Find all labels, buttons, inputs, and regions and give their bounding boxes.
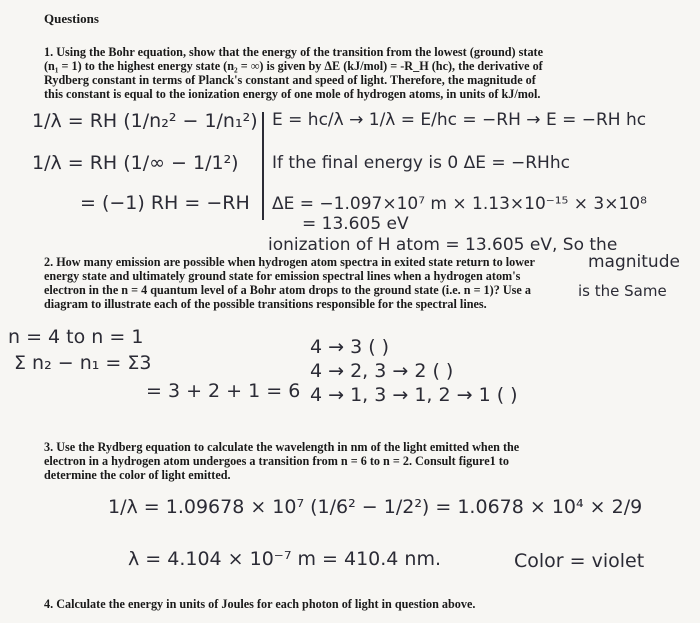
question-2-text <box>44 255 604 311</box>
question-3-line: determine the color of light emitted. <box>44 468 231 482</box>
question-2-line: energy state and ultimately ground state for emission spectral lines when a hydrogen atom's <box>44 269 521 283</box>
q1-handwriting-ev-value: = 13.605 eV <box>302 214 409 234</box>
q1-handwriting-result: = (−1) RH = −RH <box>80 192 250 214</box>
question-1-line: this constant is equal to the ionization energy of one mole of hydrogen atoms, in units of kJ/mol. <box>44 87 541 101</box>
question-3-line: 3. Use the Rydberg equation to calculate the wavelength in nm of the light emitted when the <box>44 440 520 454</box>
page-title: Questions <box>44 11 99 26</box>
q2-handwriting-is-same: is the Same <box>578 282 667 300</box>
question-3-line: electron in a hydrogen atom undergoes a transition from n = 6 to n = 2. Consult figure1 to <box>44 454 509 468</box>
question-2-line: diagram to illustrate each of the possible transitions responsible for the spectral lines. <box>44 297 487 311</box>
question-3-text <box>44 440 654 482</box>
q2-handwriting-transition-3: 4 → 1, 3 → 1, 2 → 1 ( ) <box>310 384 518 406</box>
q1-handwriting-ionization: ionization of H atom = 13.605 eV, So the <box>268 235 618 255</box>
q2-handwriting-total: = 3 + 2 + 1 = 6 <box>146 380 301 402</box>
q3-handwriting-wavelength: λ = 4.104 × 10⁻⁷ m = 410.4 nm. <box>128 548 442 570</box>
question-1-line: 1. Using the Bohr equation, show that the energy of the transition from the lowest (ground) state <box>44 45 544 59</box>
q2-handwriting-transition-2: 4 → 2, 3 → 2 ( ) <box>310 360 454 382</box>
q2-handwriting-transition-1: 4 → 3 ( ) <box>310 336 390 358</box>
q2-handwriting-levels: n = 4 to n = 1 <box>8 326 144 348</box>
q1-handwritten-divider <box>262 112 264 220</box>
question-1-line: Rydberg constant in terms of Planck's constant and speed of light. Therefore, the magnitude of <box>44 73 536 87</box>
q3-handwriting-rydberg: 1/λ = 1.09678 × 10⁷ (1/6² − 1/2²) = 1.0678 × 10⁴ × 2/9 <box>108 496 643 518</box>
q2-handwriting-magnitude: magnitude <box>588 252 680 272</box>
q1-handwriting-rydberg: 1/λ = RH (1/n₂² − 1/n₁²) <box>32 110 258 132</box>
q2-handwriting-sum: Σ n₂ − n₁ = Σ3 <box>14 352 152 374</box>
q3-handwriting-color: Color = violet <box>514 550 645 572</box>
q1-handwriting-delta-e: ΔE = −1.097×10⁷ m × 1.13×10⁻¹⁵ × 3×10⁸ <box>272 194 647 214</box>
q1-handwriting-energy-relation: E = hc/λ → 1/λ = E/hc = −RH → E = −RH hc <box>272 110 647 130</box>
question-1-text <box>44 45 654 101</box>
question-2-line: 2. How many emission are possible when hydrogen atom spectra in exited state return to lower <box>44 255 535 269</box>
q1-handwriting-final-energy: If the final energy is 0 ΔE = −RHhc <box>272 153 570 173</box>
q1-handwriting-substitution: 1/λ = RH (1/∞ − 1/1²) <box>32 152 239 174</box>
question-4-text <box>44 597 654 611</box>
question-2-line: electron in the n = 4 quantum level of a Bohr atom drops to the ground state (i.e. n = 1)? Use a <box>44 283 531 297</box>
question-1-line: (n₁ = 1) to the highest energy state (n₂ = ∞) is given by ΔE (kJ/mol) = -R_H (hc), the derivative of <box>44 59 543 73</box>
question-4-line: 4. Calculate the energy in units of Joules for each photon of light in question above. <box>44 597 476 611</box>
